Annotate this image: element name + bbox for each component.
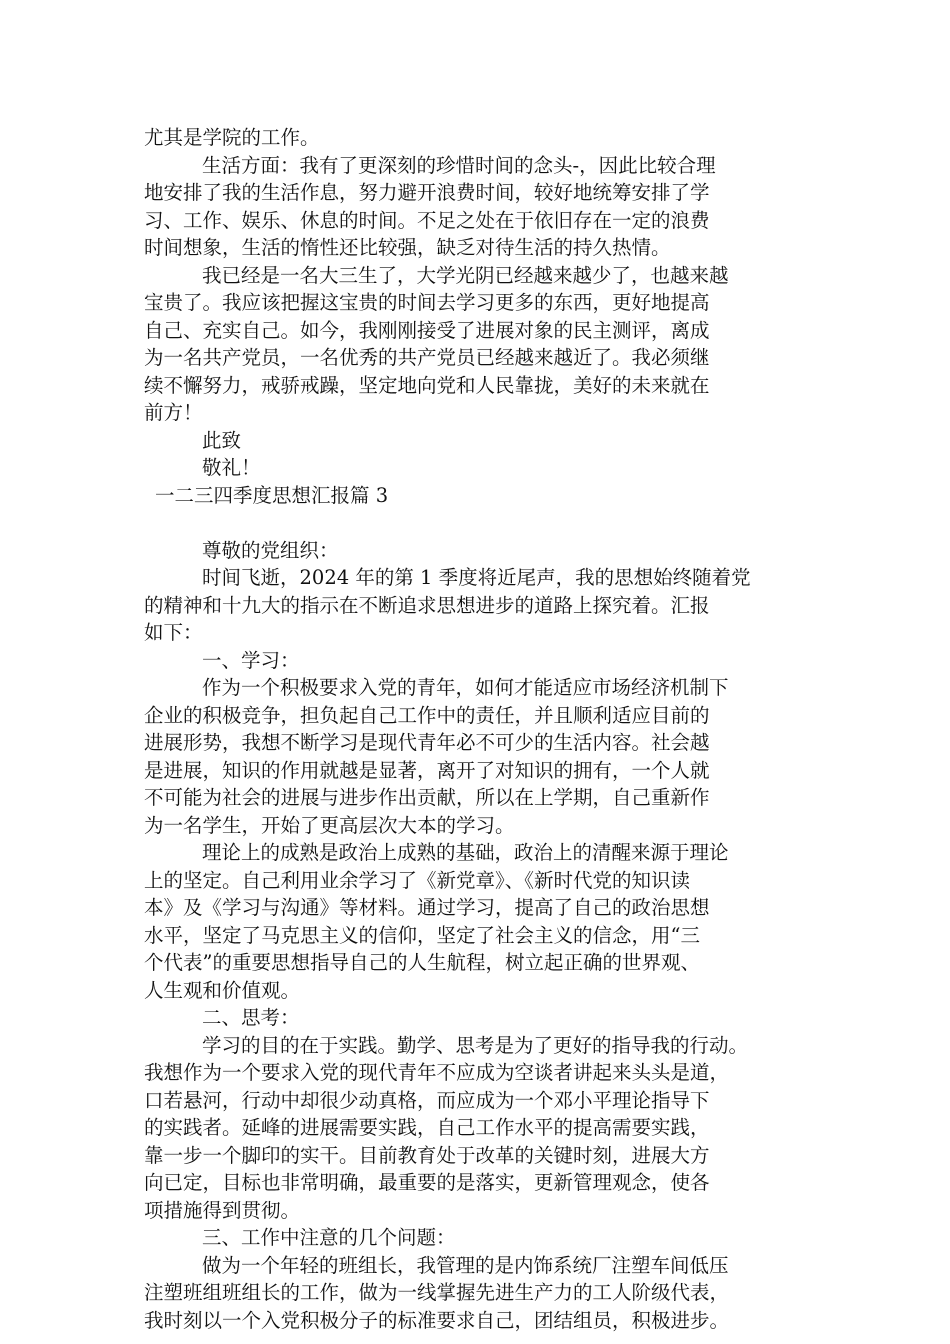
paragraph (144, 537, 824, 565)
paragraph (144, 674, 824, 839)
text-line: 时间想象，生活的惰性还比较强，缺乏对待生活的持久热情。 (144, 236, 671, 259)
text-line: 此致 (202, 428, 242, 452)
blank-line (144, 509, 824, 537)
text-line: 不可能为社会的进展与进步作出贡献，所以在上学期，自己重新作 (144, 786, 710, 809)
text-line: 向已定，目标也非常明确，最重要的是落实，更新管理观念，使各 (144, 1171, 710, 1194)
text-line: 作为一个积极要求入党的青年，如何才能适应市场经济机制下 (202, 676, 729, 699)
text-line: 项措施得到贯彻。 (144, 1198, 301, 1222)
text-line: 一、学习： (202, 648, 300, 672)
text-line: 做为一个年轻的班组长，我管理的是内饰系统厂注塑车间低压 (202, 1253, 729, 1277)
text-line: 地安排了我的生活作息，努力避开浪费时间，较好地统筹安排了学 (144, 181, 710, 204)
text-line: 本》及《学习与沟通》等材料。通过学习，提高了自己的政治思想 (144, 896, 710, 919)
paragraph (144, 1224, 824, 1252)
text-line: 时间飞逝，2024 年的第 1 季度将近尾声，我的思想始终随着党 (202, 566, 751, 589)
paragraph (144, 454, 824, 482)
paragraph (144, 427, 824, 455)
document-body (144, 124, 824, 1334)
text-line: 我已经是一名大三生了，大学光阴已经越来越少了，也越来越 (202, 263, 729, 287)
text-line: 自己、充实自己。如今，我刚刚接受了进展对象的民主测评，离成 (144, 318, 710, 342)
paragraph (144, 564, 824, 647)
text-line: 为一名共产党员，一名优秀的共产党员已经越来越近了。我必须继 (144, 346, 710, 369)
text-line: 尤其是学院的工作。 (144, 126, 320, 149)
paragraph (144, 1032, 824, 1225)
text-line: 人生观和价值观。 (144, 978, 301, 1002)
text-line: 个代表”的重要思想指导自己的人生航程，树立起正确的世界观、 (144, 951, 700, 974)
text-line: 进展形势，我想不断学习是现代青年必不可少的生活内容。社会越 (144, 731, 710, 754)
text-line: 我想作为一个要求入党的现代青年不应成为空谈者讲起来头头是道， (144, 1061, 730, 1084)
paragraph (144, 262, 824, 427)
text-line: 三、工作中注意的几个问题： (202, 1226, 456, 1249)
text-line: 续不懈努力，戒骄戒躁，坚定地向党和人民靠拢，美好的未来就在 (144, 373, 710, 397)
text-line: 水平，坚定了马克思主义的信仰，坚定了社会主义的信念，用“三 (144, 923, 700, 947)
text-line: 敬礼！ (202, 456, 261, 479)
text-line: 如下： (144, 621, 203, 644)
paragraph (144, 124, 824, 152)
text-line: 口若悬河，行动中却很少动真格，而应成为一个邓小平理论指导下 (144, 1088, 710, 1112)
text-line: 注塑班组班组长的工作，做为一线掌握先进生产力的工人阶级代表， (144, 1281, 730, 1304)
text-line: 的实践者。延峰的进展需要实践，自己工作水平的提高需要实践， (144, 1116, 710, 1139)
text-line: 理论上的成熟是政治上成熟的基础，政治上的清醒来源于理论 (202, 841, 729, 864)
heading-text: 一二三四季度思想汇报篇 3 (155, 483, 389, 507)
paragraph (144, 152, 824, 262)
text-line: 上的坚定。自己利用业余学习了《新党章》、《新时代党的知识读 (144, 868, 691, 892)
paragraph (144, 647, 824, 675)
section-heading (144, 482, 824, 510)
text-line: 二、思考： (202, 1006, 300, 1029)
paragraph (144, 1004, 824, 1032)
text-line: 宝贵了。我应该把握这宝贵的时间去学习更多的东西，更好地提高 (144, 291, 710, 314)
text-line: 生活方面：我有了更深刻的珍惜时间的念头-，因此比较合理 (202, 153, 716, 177)
text-line: 前方！ (144, 401, 203, 424)
text-line: 的精神和十九大的指示在不断追求思想进步的道路上探究着。汇报 (144, 593, 710, 617)
text-line: 为一名学生，开始了更高层次大本的学习。 (144, 813, 515, 837)
text-line: 我时刻以一个入党积极分子的标准要求自己，团结组员，积极进步。 (144, 1308, 730, 1332)
text-line: 学习的目的在于实践。勤学、思考是为了更好的指导我的行动。 (202, 1033, 749, 1057)
text-line: 尊敬的党组织： (202, 538, 339, 562)
text-line: 企业的积极竞争，担负起自己工作中的责任，并且顺利适应目前的 (144, 703, 710, 727)
paragraph (144, 839, 824, 1004)
paragraph (144, 1252, 824, 1335)
text-line: 靠一步一个脚印的实干。目前教育处于改革的关键时刻，进展大方 (144, 1143, 710, 1167)
text-line: 是进展，知识的作用就越是显著，离开了对知识的拥有，一个人就 (144, 758, 710, 782)
text-line: 习、工作、娱乐、休息的时间。不足之处在于依旧存在一定的浪费 (144, 208, 710, 232)
